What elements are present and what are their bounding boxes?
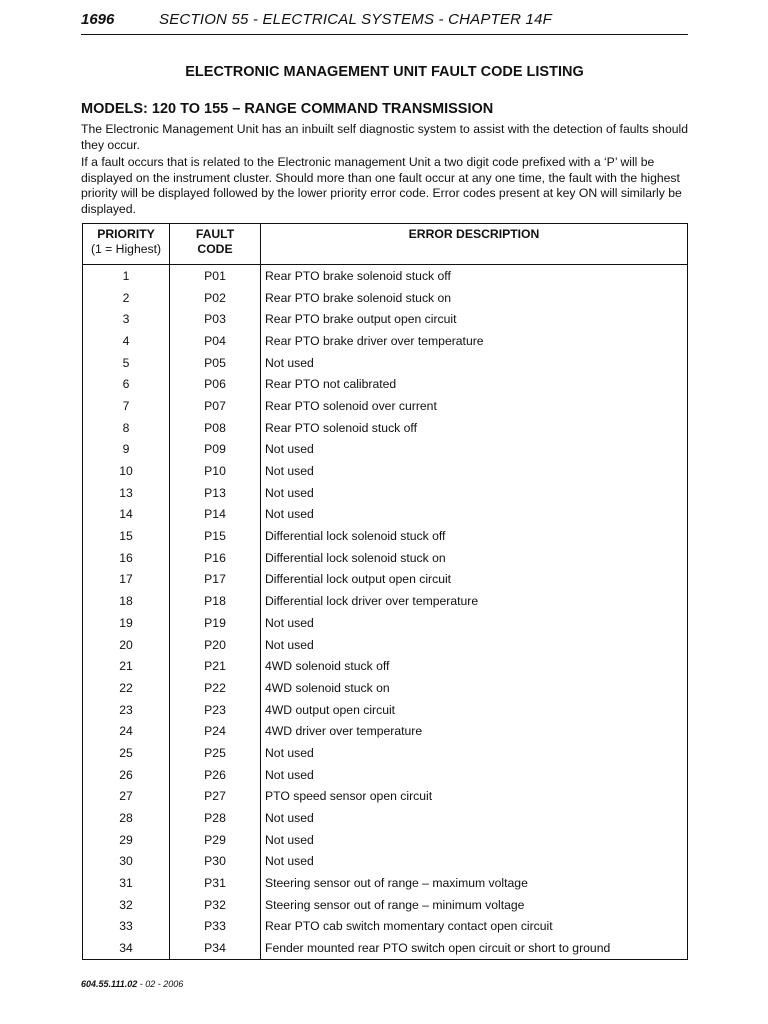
priority-cell: 20: [83, 634, 170, 656]
table-row: [83, 872, 688, 894]
priority-cell: 15: [83, 525, 170, 547]
fault-code-cell: P25: [170, 742, 261, 764]
table-header-row: [83, 224, 688, 265]
document-title: ELECTRONIC MANAGEMENT UNIT FAULT CODE LISTING: [185, 64, 584, 80]
fault-rows: [83, 265, 688, 960]
fault-display-paragraph: If a fault occurs that is related to the Electronic management Unit a two digit code prefixed with a ‘P’ will be displayed on the instrument cluster. Should more than one fault occur at any one time, the fault with the highest priority will be displayed followed by the lower priority error code. Error codes present at key ON will similarly be displayed.: [81, 155, 682, 216]
description-cell: 4WD solenoid stuck on: [261, 677, 688, 699]
priority-header-label: PRIORITY: [97, 227, 155, 241]
table-row: [83, 786, 688, 808]
description-cell: Rear PTO brake solenoid stuck on: [261, 287, 688, 309]
table-row: [83, 612, 688, 634]
description-header-label: ERROR DESCRIPTION: [408, 227, 540, 241]
priority-cell: 10: [83, 460, 170, 482]
description-column-header: [261, 224, 688, 265]
description-cell: Rear PTO brake driver over temperature: [261, 330, 688, 352]
description-cell: Not used: [261, 460, 688, 482]
fault-code-cell: P03: [170, 308, 261, 330]
table-row: [83, 677, 688, 699]
description-cell: Not used: [261, 807, 688, 829]
priority-cell: 23: [83, 699, 170, 721]
table-row: [83, 417, 688, 439]
priority-cell: 18: [83, 590, 170, 612]
table-row: [83, 916, 688, 938]
fault-code-cell: P19: [170, 612, 261, 634]
table-row: [83, 655, 688, 677]
fault-code-cell: P10: [170, 460, 261, 482]
page-number: 1696: [81, 11, 115, 28]
fault-code-cell: P15: [170, 525, 261, 547]
description-cell: Steering sensor out of range – minimum voltage: [261, 894, 688, 916]
fault-code-cell: P30: [170, 851, 261, 873]
description-cell: Rear PTO not calibrated: [261, 373, 688, 395]
priority-cell: 27: [83, 786, 170, 808]
priority-column-header: [83, 224, 170, 265]
fault-code-cell: P13: [170, 482, 261, 504]
description-cell: 4WD solenoid stuck off: [261, 655, 688, 677]
description-cell: Not used: [261, 504, 688, 526]
table-row: [83, 851, 688, 873]
description-cell: Not used: [261, 482, 688, 504]
table-row: [83, 634, 688, 656]
description-cell: Not used: [261, 829, 688, 851]
description-cell: Differential lock solenoid stuck on: [261, 547, 688, 569]
table-row: [83, 547, 688, 569]
description-cell: Differential lock solenoid stuck off: [261, 525, 688, 547]
fault-code-cell: P07: [170, 395, 261, 417]
description-cell: Not used: [261, 439, 688, 461]
description-cell: Steering sensor out of range – maximum voltage: [261, 872, 688, 894]
fault-code-cell: P24: [170, 720, 261, 742]
priority-cell: 16: [83, 547, 170, 569]
description-cell: Rear PTO cab switch momentary contact open circuit: [261, 916, 688, 938]
table-row: [83, 525, 688, 547]
fault-code-cell: P23: [170, 699, 261, 721]
priority-cell: 7: [83, 395, 170, 417]
fault-code-cell: P16: [170, 547, 261, 569]
page-header: [81, 10, 688, 35]
publication-date: - 02 - 2006: [137, 979, 184, 989]
table-row: [83, 699, 688, 721]
description-cell: Not used: [261, 612, 688, 634]
table-row: [83, 373, 688, 395]
description-cell: Rear PTO brake solenoid stuck off: [261, 265, 688, 287]
description-cell: Rear PTO solenoid over current: [261, 395, 688, 417]
section-title: SECTION 55 - ELECTRICAL SYSTEMS - CHAPTER 14F: [159, 11, 552, 28]
description-cell: 4WD driver over temperature: [261, 720, 688, 742]
priority-cell: 24: [83, 720, 170, 742]
description-cell: Differential lock driver over temperature: [261, 590, 688, 612]
table-row: [83, 352, 688, 374]
priority-header-note: (1 = Highest): [90, 242, 162, 256]
priority-cell: 9: [83, 439, 170, 461]
priority-cell: 26: [83, 764, 170, 786]
description-cell: Not used: [261, 851, 688, 873]
table-row: [83, 460, 688, 482]
table-row: [83, 742, 688, 764]
fault-header-label: FAULT: [195, 227, 235, 241]
fault-code-cell: P27: [170, 786, 261, 808]
code-header-label: CODE: [197, 242, 233, 256]
priority-cell: 21: [83, 655, 170, 677]
fault-code-cell: P31: [170, 872, 261, 894]
priority-cell: 13: [83, 482, 170, 504]
table-row: [83, 807, 688, 829]
intro-paragraph: The Electronic Management Unit has an inbuilt self diagnostic system to assist with the detection of faults should they occur.: [81, 122, 688, 152]
table-row: [83, 937, 688, 959]
description-cell: PTO speed sensor open circuit: [261, 786, 688, 808]
description-cell: 4WD output open circuit: [261, 699, 688, 721]
fault-code-cell: P09: [170, 439, 261, 461]
page-footer: [81, 979, 183, 989]
table-row: [83, 395, 688, 417]
document-number: 604.55.111.02: [81, 979, 138, 989]
priority-cell: 22: [83, 677, 170, 699]
fault-code-cell: P01: [170, 265, 261, 287]
fault-code-cell: P34: [170, 937, 261, 959]
table-row: [83, 569, 688, 591]
description-cell: Not used: [261, 764, 688, 786]
priority-cell: 6: [83, 373, 170, 395]
fault-code-cell: P02: [170, 287, 261, 309]
fault-code-cell: P14: [170, 504, 261, 526]
fault-code-cell: P21: [170, 655, 261, 677]
fault-code-column-header: [170, 224, 261, 265]
priority-cell: 30: [83, 851, 170, 873]
table-row: [83, 764, 688, 786]
table-row: [83, 330, 688, 352]
priority-cell: 32: [83, 894, 170, 916]
description-cell: Differential lock output open circuit: [261, 569, 688, 591]
table-row: [83, 439, 688, 461]
priority-cell: 29: [83, 829, 170, 851]
priority-cell: 4: [83, 330, 170, 352]
fault-code-cell: P32: [170, 894, 261, 916]
table-row: [83, 829, 688, 851]
table-row: [83, 894, 688, 916]
description-cell: Fender mounted rear PTO switch open circuit or short to ground: [261, 937, 688, 959]
priority-cell: 17: [83, 569, 170, 591]
fault-code-cell: P26: [170, 764, 261, 786]
fault-code-cell: P22: [170, 677, 261, 699]
description-cell: Not used: [261, 634, 688, 656]
priority-cell: 28: [83, 807, 170, 829]
description-cell: Rear PTO brake output open circuit: [261, 308, 688, 330]
table-row: [83, 482, 688, 504]
description-cell: Not used: [261, 742, 688, 764]
priority-cell: 34: [83, 937, 170, 959]
description-cell: Not used: [261, 352, 688, 374]
priority-cell: 25: [83, 742, 170, 764]
priority-cell: 19: [83, 612, 170, 634]
table-row: [83, 308, 688, 330]
priority-cell: 8: [83, 417, 170, 439]
fault-code-cell: P17: [170, 569, 261, 591]
priority-cell: 33: [83, 916, 170, 938]
fault-code-table: [82, 223, 688, 960]
fault-code-cell: P08: [170, 417, 261, 439]
fault-code-cell: P29: [170, 829, 261, 851]
priority-cell: 1: [83, 265, 170, 287]
priority-cell: 2: [83, 287, 170, 309]
table-row: [83, 590, 688, 612]
priority-cell: 3: [83, 308, 170, 330]
fault-code-cell: P20: [170, 634, 261, 656]
models-heading: MODELS: 120 TO 155 – RANGE COMMAND TRANSMISSION: [81, 101, 494, 117]
table-row: [83, 287, 688, 309]
priority-cell: 31: [83, 872, 170, 894]
fault-code-cell: P28: [170, 807, 261, 829]
fault-code-cell: P04: [170, 330, 261, 352]
table-row: [83, 265, 688, 287]
fault-code-cell: P06: [170, 373, 261, 395]
fault-code-cell: P33: [170, 916, 261, 938]
table-row: [83, 720, 688, 742]
fault-code-cell: P05: [170, 352, 261, 374]
priority-cell: 14: [83, 504, 170, 526]
priority-cell: 5: [83, 352, 170, 374]
description-cell: Rear PTO solenoid stuck off: [261, 417, 688, 439]
table-row: [83, 504, 688, 526]
fault-code-cell: P18: [170, 590, 261, 612]
